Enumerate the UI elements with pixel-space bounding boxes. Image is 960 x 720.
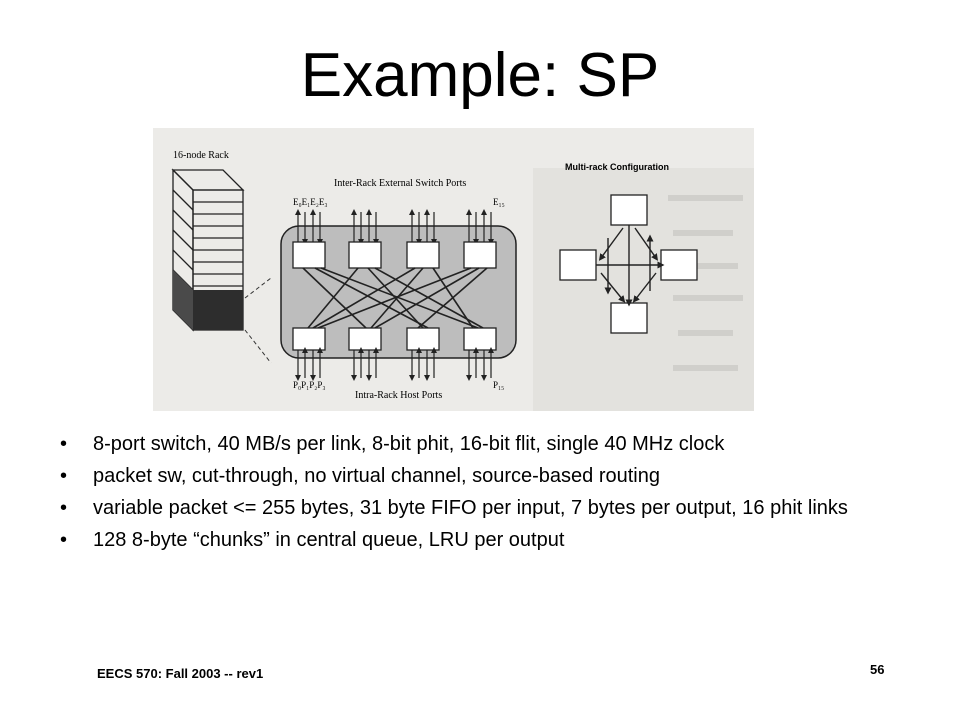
bullet-item: [60, 498, 910, 518]
bullet-item: [60, 530, 910, 550]
rack-label: 16-node Rack: [173, 150, 229, 161]
bullet-dot: •: [60, 433, 68, 455]
bottom-port-label-last: P₁₅: [493, 380, 505, 390]
sp-switch-diagram: [153, 128, 754, 411]
bullet-text: packet sw, cut-through, no virtual channel, source-based routing: [93, 465, 660, 487]
switch-top-label: Inter-Rack External Switch Ports: [334, 178, 467, 189]
bullet-item: [60, 466, 910, 486]
footer-course: EECS 570: Fall 2003 -- rev1: [97, 666, 264, 681]
bullet-dot: •: [60, 497, 68, 519]
bullet-text: 8-port switch, 40 MB/s per link, 8-bit phit, 16-bit flit, single 40 MHz clock: [93, 433, 725, 455]
sp-switch-figure: [153, 128, 754, 411]
bullet-item: [60, 434, 910, 454]
bullet-text: 128 8-byte “chunks” in central queue, LRU per output: [93, 529, 565, 551]
top-port-labels-first: E₀E₁E₂E₃: [293, 197, 328, 207]
slide-title: Example: SP: [300, 41, 660, 110]
rack-switch-block: [193, 290, 243, 330]
bottom-port-labels-first: P₀P₁P₂P₃: [293, 380, 326, 390]
top-port-label-last: E₁₅: [493, 197, 505, 207]
bullet-dot: •: [60, 529, 68, 551]
bullet-text: variable packet <= 255 bytes, 31 byte FIFO per input, 7 bytes per output, 16 phit links: [93, 497, 848, 519]
multirack-label: Multi-rack Configuration: [565, 162, 669, 172]
page-number: 56: [870, 662, 885, 677]
switch-bottom-label: Intra-Rack Host Ports: [355, 390, 443, 401]
bullet-list: [60, 434, 910, 562]
bullet-dot: •: [60, 465, 68, 487]
